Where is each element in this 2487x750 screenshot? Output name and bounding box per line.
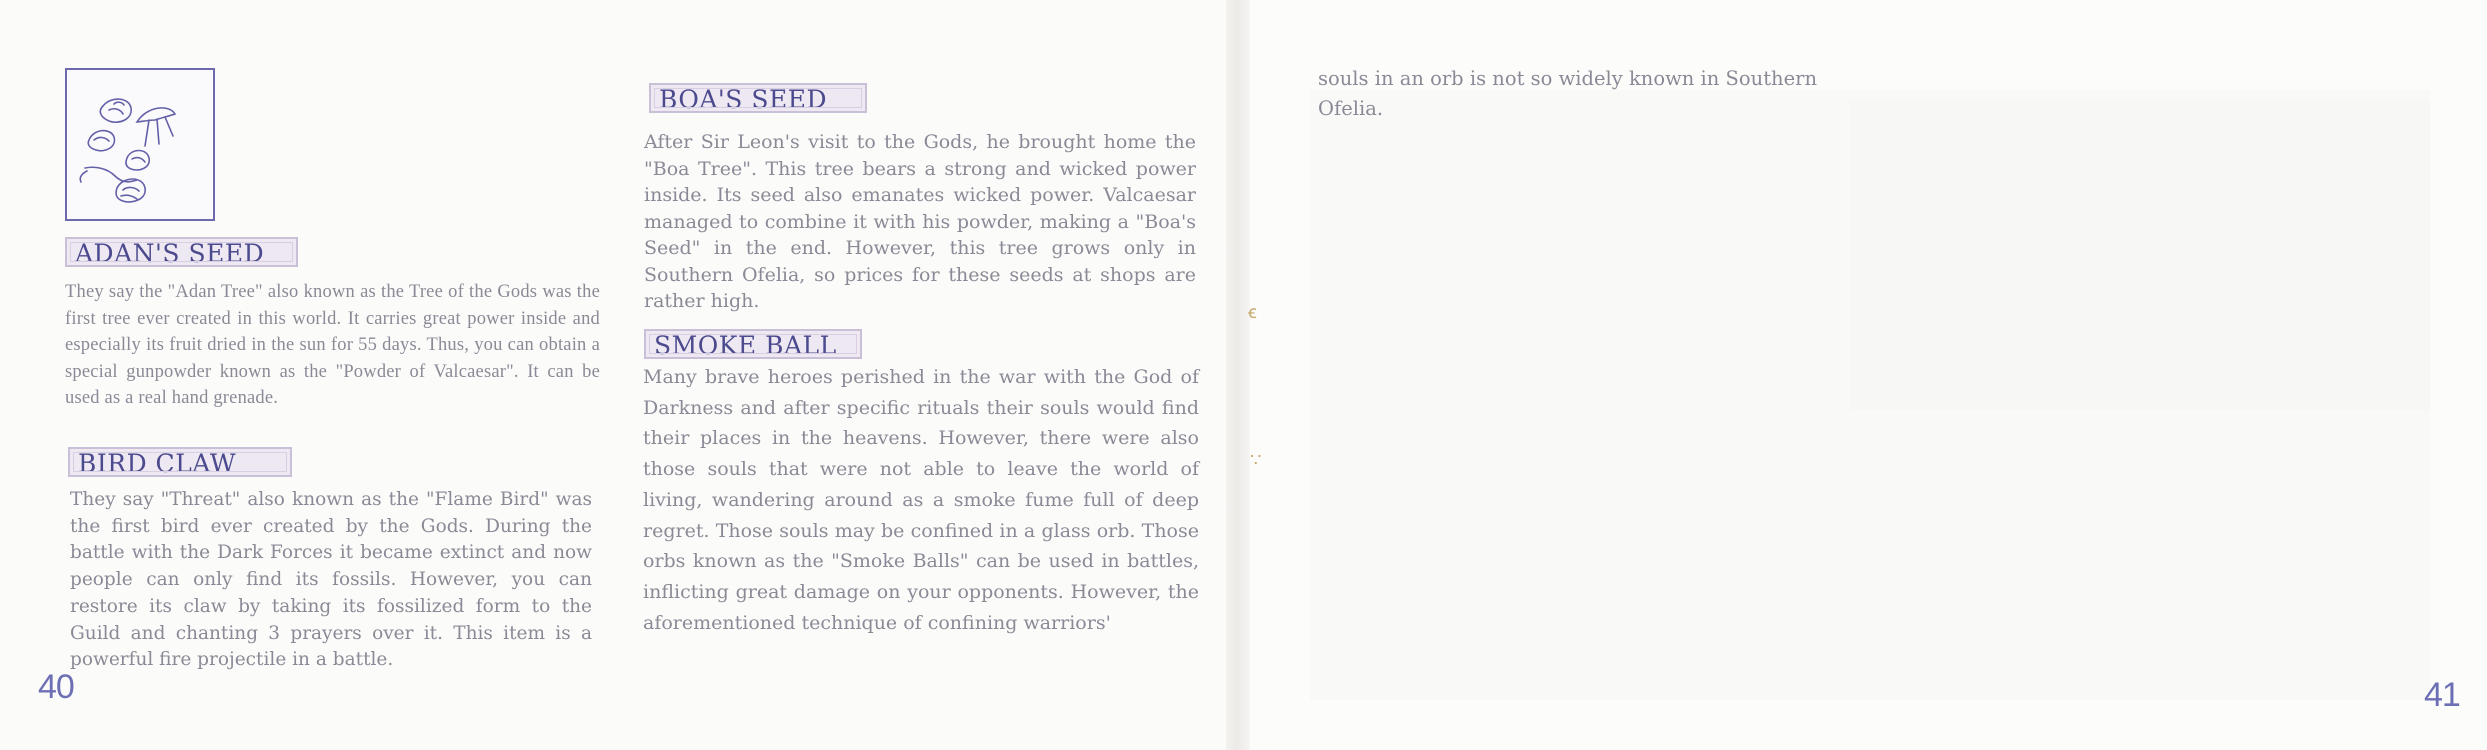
adan-seed-description: They say the "Adan Tree" also known as the Tree of the Gods was the first tree ever created in this world. It carries great power inside and especially its fruit dried in the sun for 55 days. Thus, you can obtain a special gunpowder known as the "Powder of Valcaesar". It can be used as a real hand grenade. (65, 282, 600, 408)
page-number-right: 41 (2424, 676, 2460, 714)
book-spine (1226, 0, 1250, 750)
boas-seed-heading: BOA'S SEED (649, 83, 867, 113)
faint-print-area-upper (1850, 100, 2430, 410)
bird-claw-description: They say "Threat" also known as the "Flame Bird" was the first bird ever created by the Gods. During the battle with the Dark Forces it became extinct and now people can only find its fossils. However, you can restore its claw by taking its fossilized form to the Guild and chanting 3 prayers over it. This item is a powerful fire projectile in a battle. (70, 489, 592, 671)
smoke-ball-continuation: souls in an orb is not so widely known in Southern Ofelia. (1318, 67, 1818, 120)
adan-seed-heading: ADAN'S SEED (65, 237, 298, 267)
smoke-ball-description: Many brave heroes perished in the war with the God of Darkness and after specific rituals their souls would find their places in the heavens. However, there were also those souls that were not able to leave the world of living, wandering around as a smoke fume full of deep regret. Those souls may be confined in a glass orb. Those orbs known as the "Smoke Balls" can be used in battles, inflicting great damage on your opponents. However, the aforementioned technique of confining warriors' (643, 366, 1199, 634)
paper-stain: ∵ (1250, 450, 1262, 471)
paper-stain: ꞓ (1248, 302, 1257, 323)
bird-claw-heading: BIRD CLAW (68, 447, 292, 477)
boas-seed-description: After Sir Leon's visit to the Gods, he brought home the "Boa Tree". This tree bears a strong and wicked power inside. Its seed also emanates wicked power. Valcaesar managed to combine it with his powder, making a "Boa's Seed" in the end. However, this tree grows only in Southern Ofelia, so prices for these seeds at shops are rather high. (644, 131, 1196, 312)
page-number-left: 40 (38, 668, 74, 706)
smoke-ball-heading: SMOKE BALL (644, 329, 862, 359)
seeds-sketch-icon (65, 68, 215, 221)
